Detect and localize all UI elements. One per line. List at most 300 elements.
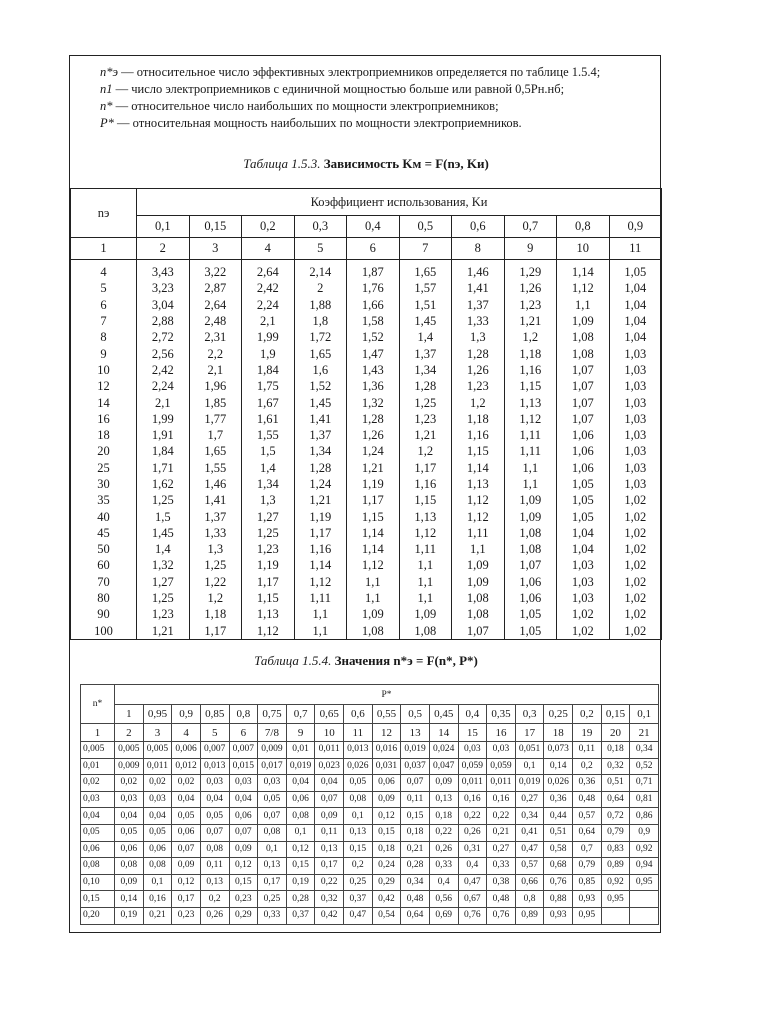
- value-cell: 0,2: [573, 758, 602, 775]
- value-cell: 0,71: [630, 775, 659, 792]
- column-header: 0,9: [172, 705, 201, 724]
- value-cell: 1,16: [294, 541, 347, 557]
- value-cell: 0,76: [487, 907, 516, 924]
- value-cell: 0,29: [229, 907, 258, 924]
- value-cell: 0,64: [601, 791, 630, 808]
- column-number-row: [81, 724, 659, 742]
- value-cell: 0,011: [458, 775, 487, 792]
- value-cell: 1,19: [294, 508, 347, 524]
- table-row: [71, 525, 662, 541]
- value-cell: 1,6: [294, 362, 347, 378]
- value-cell: 1,45: [137, 525, 190, 541]
- row-label-cell: 40: [71, 508, 137, 524]
- value-cell: 1,34: [242, 476, 295, 492]
- column-number: 3: [143, 724, 172, 742]
- value-cell: 0,48: [401, 891, 430, 908]
- row-label-cell: 0,20: [81, 907, 115, 924]
- value-cell: 1,47: [347, 345, 400, 361]
- value-cell: 1,05: [504, 606, 557, 622]
- value-cell: 0,05: [172, 808, 201, 825]
- value-cell: 0,15: [372, 824, 401, 841]
- value-cell: 1,11: [294, 590, 347, 606]
- value-cell: 0,67: [458, 891, 487, 908]
- value-cell: 0,16: [458, 791, 487, 808]
- value-cell: 0,95: [630, 874, 659, 891]
- value-cell: 1,29: [504, 260, 557, 281]
- value-cell: 0,95: [601, 891, 630, 908]
- value-cell: 1,16: [504, 362, 557, 378]
- column-number: 6: [347, 238, 400, 260]
- value-cell: 0,12: [172, 874, 201, 891]
- value-cell: 1,1: [557, 297, 610, 313]
- group-header: P*: [115, 685, 659, 705]
- value-cell: 1,08: [557, 345, 610, 361]
- value-cell: 1,05: [557, 492, 610, 508]
- table-row: [71, 411, 662, 427]
- value-cell: 0,06: [172, 824, 201, 841]
- value-cell: 1,99: [242, 329, 295, 345]
- value-cell: 0,92: [601, 874, 630, 891]
- value-cell: 0,9: [630, 824, 659, 841]
- value-cell: 1,02: [609, 590, 662, 606]
- table-row: [71, 541, 662, 557]
- value-cell: 1,2: [504, 329, 557, 345]
- value-cell: 0,06: [115, 841, 144, 858]
- column-number: 5: [200, 724, 229, 742]
- value-cell: 0,1: [515, 758, 544, 775]
- value-cell: [601, 907, 630, 924]
- value-cell: 0,36: [573, 775, 602, 792]
- value-cell: 0,76: [544, 874, 573, 891]
- row-label-cell: 0,08: [81, 858, 115, 875]
- row-label-cell: 80: [71, 590, 137, 606]
- value-cell: 0,92: [630, 841, 659, 858]
- value-cell: 2,14: [294, 260, 347, 281]
- column-header: 0,1: [137, 216, 190, 238]
- value-cell: 0,024: [429, 742, 458, 759]
- value-cell: 1,17: [189, 623, 242, 640]
- value-cell: 0,04: [286, 775, 315, 792]
- value-cell: 0,15: [286, 858, 315, 875]
- value-cell: 0,023: [315, 758, 344, 775]
- value-cell: 0,93: [573, 891, 602, 908]
- column-number: 4: [172, 724, 201, 742]
- value-cell: 0,013: [344, 742, 373, 759]
- value-cell: 0,22: [429, 824, 458, 841]
- value-cell: 0,03: [200, 775, 229, 792]
- value-cell: 1,15: [504, 378, 557, 394]
- value-cell: 0,79: [573, 858, 602, 875]
- value-cell: 0,21: [487, 824, 516, 841]
- value-cell: 1,18: [189, 606, 242, 622]
- value-cell: 1,21: [137, 623, 190, 640]
- column-header: 0,65: [315, 705, 344, 724]
- value-cell: 0,019: [515, 775, 544, 792]
- table-row: [71, 260, 662, 281]
- value-cell: 0,86: [630, 808, 659, 825]
- value-cell: 1,12: [347, 557, 400, 573]
- value-cell: 1,08: [452, 606, 505, 622]
- value-cell: 3,23: [137, 280, 190, 296]
- column-number: 2: [137, 238, 190, 260]
- value-cell: 1,4: [399, 329, 452, 345]
- value-cell: 0,09: [229, 841, 258, 858]
- value-cell: 0,08: [258, 824, 287, 841]
- value-cell: 1,32: [137, 557, 190, 573]
- value-cell: 1,32: [347, 394, 400, 410]
- value-cell: 0,012: [172, 758, 201, 775]
- value-cell: 0,19: [115, 907, 144, 924]
- value-cell: 1,05: [557, 508, 610, 524]
- value-cell: 0,42: [315, 907, 344, 924]
- row-label-cell: 90: [71, 606, 137, 622]
- value-cell: 2,88: [137, 313, 190, 329]
- value-cell: 0,03: [258, 775, 287, 792]
- value-cell: 1,5: [137, 508, 190, 524]
- column-number: 12: [372, 724, 401, 742]
- value-cell: 1,21: [347, 460, 400, 476]
- definition-line: P* — относительная мощность наибольших по мощности электроприемников.: [100, 116, 522, 130]
- value-cell: 0,69: [429, 907, 458, 924]
- value-cell: 0,02: [143, 775, 172, 792]
- value-cell: 3,22: [189, 260, 242, 281]
- value-cell: 1,2: [452, 394, 505, 410]
- value-cell: 1,4: [137, 541, 190, 557]
- value-cell: 0,017: [258, 758, 287, 775]
- definition-line: n1 — число электроприемников с единичной мощностью больше или равной 0,5Pн.нб;: [100, 82, 565, 96]
- value-cell: 1,37: [294, 427, 347, 443]
- value-cell: 1,07: [504, 557, 557, 573]
- table-row: [81, 808, 659, 825]
- value-cell: 1,09: [504, 492, 557, 508]
- row-label-cell: 0,04: [81, 808, 115, 825]
- value-cell: 1,08: [347, 623, 400, 640]
- value-cell: 1,04: [609, 313, 662, 329]
- value-cell: 2: [294, 280, 347, 296]
- value-cell: 1,72: [294, 329, 347, 345]
- value-cell: 2,64: [242, 260, 295, 281]
- value-cell: 1,28: [452, 345, 505, 361]
- value-cell: 0,18: [601, 742, 630, 759]
- value-cell: 2,1: [242, 313, 295, 329]
- value-cell: 0,18: [429, 808, 458, 825]
- value-cell: 0,47: [344, 907, 373, 924]
- value-cell: 0,02: [172, 775, 201, 792]
- value-cell: 0,09: [315, 808, 344, 825]
- value-cell: 0,48: [573, 791, 602, 808]
- value-cell: 1,12: [294, 574, 347, 590]
- value-cell: 0,026: [344, 758, 373, 775]
- value-cell: 1,41: [189, 492, 242, 508]
- value-cell: 1,17: [294, 525, 347, 541]
- row-label-cell: 50: [71, 541, 137, 557]
- value-cell: 1,04: [609, 297, 662, 313]
- value-cell: 1,41: [294, 411, 347, 427]
- column-number: 9: [504, 238, 557, 260]
- value-cell: 0,95: [573, 907, 602, 924]
- value-cell: 1,09: [504, 508, 557, 524]
- value-cell: 1,02: [609, 606, 662, 622]
- value-cell: 0,25: [258, 891, 287, 908]
- value-cell: 1,55: [242, 427, 295, 443]
- column-header: 0,9: [609, 216, 662, 238]
- value-cell: 1,34: [399, 362, 452, 378]
- value-cell: 0,15: [229, 874, 258, 891]
- value-cell: 2,72: [137, 329, 190, 345]
- column-number: 10: [557, 238, 610, 260]
- value-cell: 1,13: [399, 508, 452, 524]
- column-number: 17: [515, 724, 544, 742]
- value-cell: 0,52: [630, 758, 659, 775]
- column-number: 16: [487, 724, 516, 742]
- value-cell: 1,1: [452, 541, 505, 557]
- value-cell: 0,04: [315, 775, 344, 792]
- value-cell: 1,2: [399, 443, 452, 459]
- row-label-cell: 0,06: [81, 841, 115, 858]
- value-cell: 0,08: [200, 841, 229, 858]
- row-label-cell: 5: [71, 280, 137, 296]
- value-cell: 1,8: [294, 313, 347, 329]
- value-cell: 0,059: [458, 758, 487, 775]
- value-cell: 1,37: [189, 508, 242, 524]
- value-cell: 1,13: [452, 476, 505, 492]
- value-cell: 0,13: [429, 791, 458, 808]
- row-label-cell: 0,10: [81, 874, 115, 891]
- row-label-cell: 45: [71, 525, 137, 541]
- value-cell: 0,25: [344, 874, 373, 891]
- value-cell: 0,12: [229, 858, 258, 875]
- value-cell: 1,02: [609, 541, 662, 557]
- column-header: 0,4: [458, 705, 487, 724]
- value-cell: 1,65: [294, 345, 347, 361]
- value-cell: 0,58: [544, 841, 573, 858]
- value-cell: 1,33: [452, 313, 505, 329]
- value-cell: 0,33: [487, 858, 516, 875]
- value-cell: 1,07: [557, 378, 610, 394]
- value-cell: 1,5: [242, 443, 295, 459]
- value-cell: 1,21: [504, 313, 557, 329]
- value-cell: 1,22: [189, 574, 242, 590]
- value-cell: 1,96: [189, 378, 242, 394]
- value-cell: 1,07: [452, 623, 505, 640]
- value-cell: 0,21: [401, 841, 430, 858]
- column-number: 4: [242, 238, 295, 260]
- value-cell: 1,46: [452, 260, 505, 281]
- value-cell: 0,64: [401, 907, 430, 924]
- table-row: [81, 742, 659, 759]
- value-cell: 0,47: [515, 841, 544, 858]
- value-cell: 1,09: [452, 574, 505, 590]
- value-cell: 0,03: [115, 791, 144, 808]
- value-cell: 0,18: [401, 824, 430, 841]
- value-cell: 2,1: [137, 394, 190, 410]
- value-cell: 0,1: [344, 808, 373, 825]
- table-row: [71, 329, 662, 345]
- value-cell: 0,07: [172, 841, 201, 858]
- column-header: 0,2: [573, 705, 602, 724]
- value-cell: 1,9: [242, 345, 295, 361]
- value-cell: 1,03: [609, 345, 662, 361]
- value-cell: 0,073: [544, 742, 573, 759]
- value-cell: 1,08: [504, 541, 557, 557]
- value-cell: 0,07: [229, 824, 258, 841]
- value-cell: 0,13: [258, 858, 287, 875]
- value-cell: 0,05: [200, 808, 229, 825]
- value-cell: 0,13: [200, 874, 229, 891]
- row-label-cell: 0,02: [81, 775, 115, 792]
- value-cell: 1,15: [242, 590, 295, 606]
- value-cell: 0,16: [487, 791, 516, 808]
- column-header: 1: [115, 705, 144, 724]
- value-cell: 1,27: [137, 574, 190, 590]
- table-row: [71, 476, 662, 492]
- value-cell: 0,011: [143, 758, 172, 775]
- value-cell: 0,89: [515, 907, 544, 924]
- value-cell: 1,28: [347, 411, 400, 427]
- value-cell: 1,14: [294, 557, 347, 573]
- row-label-cell: 4: [71, 260, 137, 281]
- value-cell: 1,46: [189, 476, 242, 492]
- value-cell: 0,26: [200, 907, 229, 924]
- value-cell: 0,57: [573, 808, 602, 825]
- value-cell: 0,29: [372, 874, 401, 891]
- value-cell: 0,016: [372, 742, 401, 759]
- value-cell: 1,1: [399, 557, 452, 573]
- value-cell: 0,7: [573, 841, 602, 858]
- value-cell: 0,48: [487, 891, 516, 908]
- table-row: [71, 557, 662, 573]
- value-cell: 0,031: [372, 758, 401, 775]
- value-cell: 0,05: [344, 775, 373, 792]
- value-cell: 1,24: [294, 476, 347, 492]
- value-cell: 0,31: [458, 841, 487, 858]
- value-cell: 1,25: [137, 590, 190, 606]
- value-cell: 0,07: [401, 775, 430, 792]
- value-cell: 2,42: [137, 362, 190, 378]
- table-row: [71, 508, 662, 524]
- value-cell: 1,52: [294, 378, 347, 394]
- value-cell: 0,009: [115, 758, 144, 775]
- column-number: 10: [315, 724, 344, 742]
- row-label-cell: 70: [71, 574, 137, 590]
- value-cell: 0,54: [372, 907, 401, 924]
- value-cell: 1,02: [609, 623, 662, 640]
- value-cell: 1,84: [137, 443, 190, 459]
- value-cell: 1,37: [452, 297, 505, 313]
- value-cell: 0,07: [315, 791, 344, 808]
- column-header: 0,15: [601, 705, 630, 724]
- row-label-cell: 18: [71, 427, 137, 443]
- value-cell: 1,02: [609, 525, 662, 541]
- column-header: 0,35: [487, 705, 516, 724]
- row-label-cell: 14: [71, 394, 137, 410]
- value-cell: 1,2: [189, 590, 242, 606]
- column-header: 0,6: [452, 216, 505, 238]
- value-cell: 0,005: [115, 742, 144, 759]
- value-cell: 0,047: [429, 758, 458, 775]
- value-cell: 1,06: [504, 590, 557, 606]
- value-cell: 1,02: [609, 557, 662, 573]
- row-label-cell: 60: [71, 557, 137, 573]
- row-label-cell: 16: [71, 411, 137, 427]
- value-cell: 1,84: [242, 362, 295, 378]
- table-row: [71, 313, 662, 329]
- value-cell: 0,06: [286, 791, 315, 808]
- value-cell: 1,51: [399, 297, 452, 313]
- value-cell: 0,37: [286, 907, 315, 924]
- value-cell: 1,04: [609, 280, 662, 296]
- column-number: 7/8: [258, 724, 287, 742]
- column-header: 0,6: [344, 705, 373, 724]
- value-cell: 1,1: [504, 476, 557, 492]
- value-cell: 1,11: [504, 427, 557, 443]
- value-cell: 1,21: [294, 492, 347, 508]
- column-number: 13: [401, 724, 430, 742]
- row-label-cell: 20: [71, 443, 137, 459]
- value-cell: 1,14: [557, 260, 610, 281]
- value-cell: 1,15: [452, 443, 505, 459]
- value-cell: 0,1: [286, 824, 315, 841]
- column-number: 1: [71, 238, 137, 260]
- value-cell: 1,12: [504, 411, 557, 427]
- value-cell: 1,36: [347, 378, 400, 394]
- value-cell: 1,16: [452, 427, 505, 443]
- value-cell: 0,66: [515, 874, 544, 891]
- table-row: [71, 492, 662, 508]
- value-cell: 1,25: [189, 557, 242, 573]
- value-cell: 0,08: [143, 858, 172, 875]
- value-cell: 1,17: [399, 460, 452, 476]
- value-cell: 0,06: [143, 841, 172, 858]
- value-cell: 2,56: [137, 345, 190, 361]
- table-row: [71, 378, 662, 394]
- value-cell: 1,03: [609, 378, 662, 394]
- table-row: [71, 460, 662, 476]
- column-header: 0,85: [200, 705, 229, 724]
- value-cell: 1,09: [557, 313, 610, 329]
- value-cell: 0,34: [630, 742, 659, 759]
- value-cell: 0,26: [429, 841, 458, 858]
- value-cell: 1,55: [189, 460, 242, 476]
- value-cell: 1,57: [399, 280, 452, 296]
- table-row: [71, 574, 662, 590]
- table-row: [71, 297, 662, 313]
- value-cell: 0,04: [200, 791, 229, 808]
- value-cell: 0,007: [229, 742, 258, 759]
- value-cell: 0,34: [515, 808, 544, 825]
- table-km-dependency: [70, 188, 662, 640]
- row-label-cell: 0,01: [81, 758, 115, 775]
- value-cell: 0,2: [344, 858, 373, 875]
- value-cell: 1,02: [557, 606, 610, 622]
- value-cell: 0,059: [487, 758, 516, 775]
- column-header: 0,7: [286, 705, 315, 724]
- value-cell: 1,58: [347, 313, 400, 329]
- table-row: [71, 394, 662, 410]
- column-number: 19: [573, 724, 602, 742]
- value-cell: 1,07: [557, 394, 610, 410]
- value-cell: 0,14: [544, 758, 573, 775]
- value-cell: 0,04: [115, 808, 144, 825]
- value-cell: 0,24: [372, 858, 401, 875]
- value-cell: 0,06: [229, 808, 258, 825]
- value-cell: 1,03: [609, 411, 662, 427]
- value-cell: 1,24: [347, 443, 400, 459]
- value-cell: 1,03: [609, 476, 662, 492]
- value-cell: 0,21: [143, 907, 172, 924]
- value-cell: 1,19: [347, 476, 400, 492]
- column-number: 1: [81, 724, 115, 742]
